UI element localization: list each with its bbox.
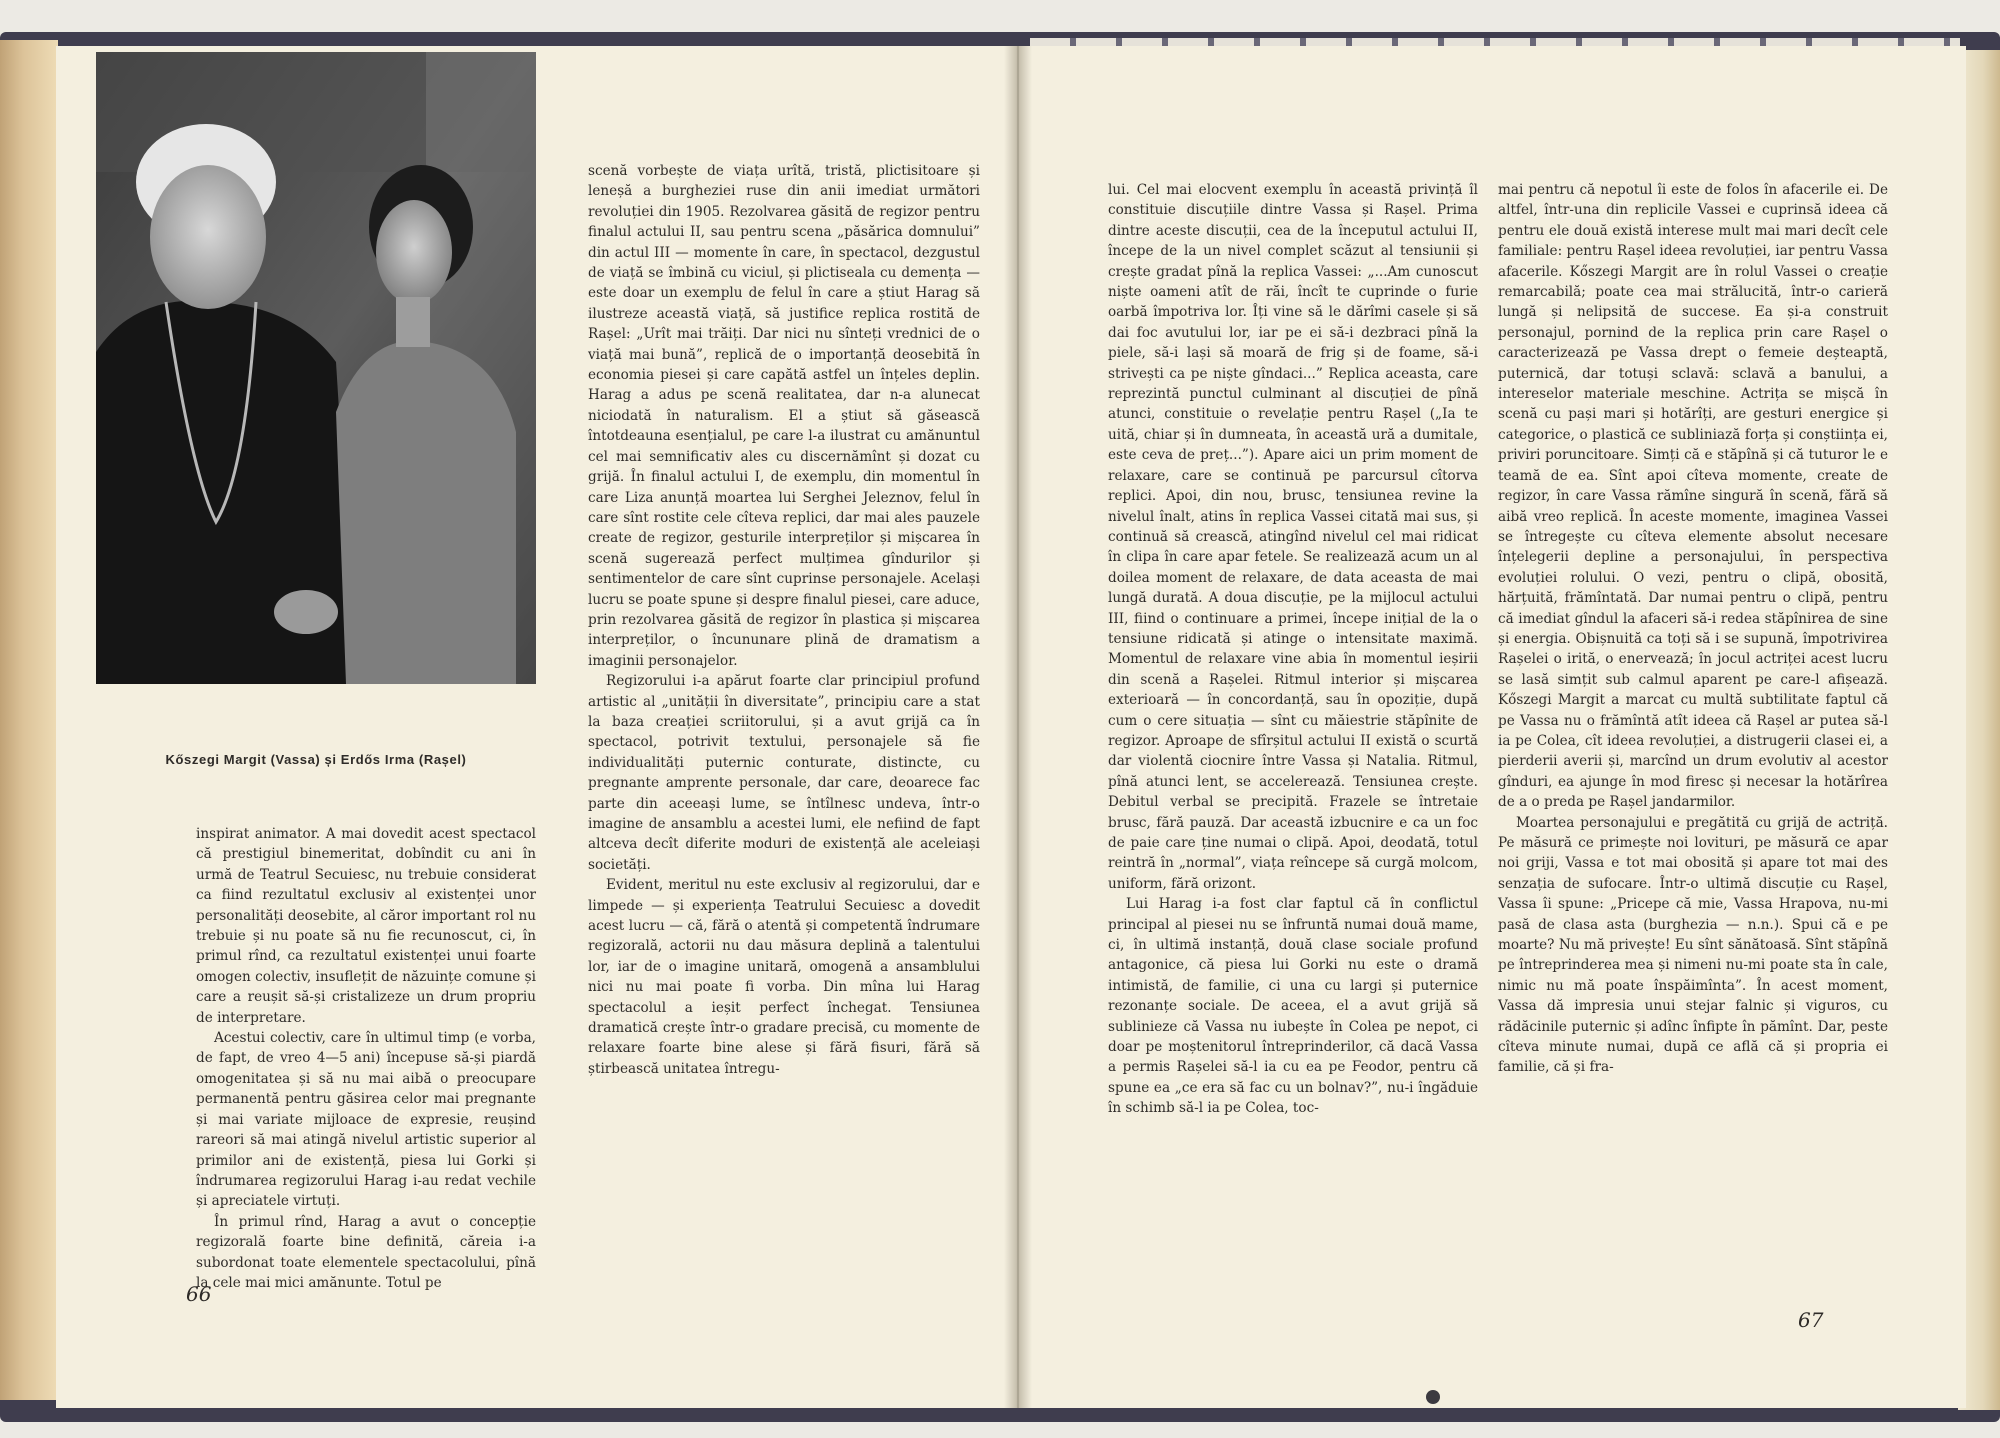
page-number-right: 67: [1798, 1308, 1824, 1332]
right-column-1: [1108, 180, 1478, 1119]
binding-dot: [1426, 1390, 1440, 1404]
paragraph: scenă vorbește de viața urîtă, tristă, plictisitoare și leneșă a burgheziei ruse din anii imediat următori revoluției din 1905. Rezolvarea găsită de regizor pentru finalul actului II, sau pentru scena „păsărica domnului” din actul III — momente în care, în spectacol, dezgustul de viață se îmbină cu viciul, și plictiseala cu demența — este doar un exemplu de felul în care a știut Harag să ilustreze această viață, să justifice replica rostită de Rașel: „Urît mai trăiți. Dar nici nu sînteți vrednici de o viață mai bună”, replică de o importanță deosebită în economia piesei și care capătă astfel un înțeles deplin. Harag a adus pe scenă realitatea, dar n-a alunecat niciodată în naturalism. El a știut să găsească întotdeauna esențialul, pe care l-a ilustrat cu amănuntul cel mai semnificativ ales cu discernămînt și dozat cu grijă. În finalul actului I, de exemplu, din momentul în care Liza anunță moartea lui Serghei Jeleznov, felul în care sînt rostite cele cîteva replici, dar mai ales pauzele create de regizor, gesturile interpreților și mișcarea în scenă sugerează perfect mulțimea gîndurilor și sentimentelor de care sînt cuprinse personajele. Același lucru se poate spune și despre finalul piesei, care aduce, prin rezolvarea găsită de regizor în plastica și mișcarea interpreților, o încununare plină de dramatism a imaginii personajelor.: [588, 163, 980, 669]
paragraph: mai pentru că nepotul îi este de folos în afacerile ei. De altfel, într-una din replicile Vassei e cuprinsă ideea că pentru ele două există interese mult mai mari decît cele familiale: pentru Rașel ideea revoluției, iar pentru Vassa afacerile. Kőszegi Margit are în rolul Vassei o creație remarcabilă; poate cea mai strălucită, într-o carieră lungă și nelipsită de succese. Ea și-a construit personajul, pornind de la replica prin care Rașel o caracterizează pe Vassa drept o femeie deșteaptă, puternică, dar totuși sclavă: sclavă a banului, a intereselor materiale meschine. Actrița se mișcă în scenă cu pași mari și hotărîți, are gesturi energice și categorice, o plastică ce subliniază forța și conștiința ei, priviri poruncitoare. Simți că e stăpînă și că tuturor le e teamă de ea. Sînt apoi cîteva momente, create de regizor, în care Vassa rămîne singură în scenă, fără să aibă vreo replică. În aceste momente, imaginea Vassei se întregește cu cîteva elemente absolut necesare înțelegerii depline a personajului, în perspectiva evoluției rolului. O vezi, pentru o clipă, obosită, hărțuită, frămîntată. Dar numai pentru o clipă, pentru că imediat gîndul la afaceri să-i redea stăpînirea de sine și energia. Obișnuită ca toți să i se supună, împotrivirea Rașelei o irită, o enervează; în jocul actriței acest lucru se lasă simțit sub calmul aparent pe care-l afișează. Kőszegi Margit a marcat cu multă subtilitate faptul că pe Vassa nu o frămîntă atît ideea că Rașel ar putea să-l ia pe Colea, cît ideea revoluției, a distrugerii clasei ei, a pierderii averii și, marcînd un drum evolutiv al acestor gînduri, ea ajunge în mod firesc și necesar la hotărîrea de a o preda pe Rașel jandarmilor.: [1498, 182, 1888, 811]
photo-image: [96, 52, 536, 684]
paragraph: Evident, meritul nu este exclusiv al regizorului, dar e limpede — și experiența Teatrului Secuiesc a dovedit acest lucru — că, fără o atentă și competentă îndrumare regizorală, actorii nu dau măsura deplină a talentului lor, iar de o imagine unitară, omogenă a ansamblului nici nu mai poate fi vorba. Din mîna lui Harag spectacolul a ieșit perfect închegat. Tensiunea dramatică crește într-o gradare precisă, cu momente de relaxare foarte bine alese și fără fisuri, fără să știrbească unitatea întregu-: [588, 877, 980, 1077]
paragraph: Acestui colectiv, care în ultimul timp (e vorba, de fapt, de vreo 4—5 ani) începuse să-și piardă omogenitatea și să nu mai aibă o preocupare permanentă pentru găsirea celor mai pregnante și mai variate mijloace de expresie, reușind rareori să mai atingă nivelul artistic superior al primilor ani de existență, piesa lui Gorki și îndrumarea regizorului Harag i-au redat vechile și apreciatele virtuți.: [196, 1030, 536, 1210]
page-number-left: 66: [186, 1282, 212, 1306]
paragraph: În primul rînd, Harag a avut o concepție regizorală foarte bine definită, căreia i-a subordonat toate elementele spectacolului, pînă la cele mai mici amănunte. Totul pe: [196, 1213, 536, 1291]
left-column-2: [588, 161, 980, 1079]
paragraph: inspirat animator. A mai dovedit acest spectacol că prestigiul binemeritat, dobîndit cu ani în urmă de Teatrul Secuiesc, nu trebuie considerat ca fiind rezultatul exclusiv al existenței unor personalități deosebite, al căror important rol nu trebuie și nu poate să nu fie recunoscut, ci, în primul rînd, ca rezultatul existenței unui foarte omogen colectiv, insuflețit de năzuințe comune și care a reușit să-și cristalizeze un drum propriu de interpretare.: [196, 826, 536, 1026]
right-page: [1018, 46, 1966, 1408]
photo-caption: Kőszegi Margit (Vassa) și Erdős Irma (Rașel): [165, 752, 467, 767]
paragraph: Regizorului i-a apărut foarte clar principiul profund artistic al „unității în diversitate”, principiu care a stat la baza creației scriitorului, și a avut grijă ca în spectacol, potrivit textului, personajele să fie individualități puternic conturate, distincte, cu pregnante amprente personale, dar care, deoarece fac parte din aceeași lume, se întîlnesc undeva, într-o imagine de ansamblu a acestei lumi, ele nefiind de fapt altceva decît diferite moduri de existență ale aceleiași societăți.: [588, 673, 980, 873]
left-page-edge: [0, 40, 58, 1400]
theatre-photo: [96, 52, 536, 684]
left-page: [56, 46, 1014, 1408]
book-gutter: [1004, 46, 1032, 1408]
binding-stripe: [1030, 38, 1960, 46]
left-column-1: [196, 824, 536, 1293]
right-column-2: [1498, 180, 1888, 1078]
paragraph: Moartea personajului e pregătită cu grijă de actriță. Pe măsură ce primește noi lovituri, pe măsură ce apar noi griji, Vassa e tot mai obosită și apare tot mai des senzația de sufocare. Într-o ultimă discuție cu Rașel, Vassa îi spune: „Pricepe că mie, Vassa Hrapova, nu-mi pasă de clasa asta (burghezia — n.n.). Spui că e pe moarte? Nu mă privește! Eu sînt sănătoasă. Sînt stăpînă pe întreprinderea mea și nimeni nu-mi poate sta în cale, nimic nu mă poate înspăimînta”. În acest moment, Vassa dă impresia unui stejar falnic și viguros, cu rădăcinile puternic și adînc înfipte în pămînt. Dar, peste cîteva minute numai, după ce află că și propria ei familie, că și fra-: [1498, 814, 1888, 1076]
paragraph: lui. Cel mai elocvent exemplu în această privință îl constituie discuțiile dintre Vassa și Rașel. Prima dintre aceste discuții, cea de la începutul actului II, începe de la un nivel complet scăzut al tensiunii și crește gradat pînă la replica Vassei: „...Am cunoscut niște oameni atît de răi, încît te cuprinde o furie oarbă împotriva lor. Îți vine să le dărîmi casele și să dai foc avutului lor, iar pe ei să-i dezbraci pînă la piele, să-i lași să moară de frig și de foame, să-i strivești ca pe niște gîndaci...” Replica aceasta, care reprezintă punctul culminant al discuției de pînă atunci, constituie o revelație pentru Rașel („Ia te uită, chiar și în dumneata, în această ură a dumitale, este ceva de preț...”). Apare aici un prim moment de relaxare, care se continuă pe parcursul cîtorva replici. Apoi, din nou, brusc, tensiunea revine la nivelul înalt, atins în replica Vassei citată mai sus, și continuă să crească, atingînd nivelul cel mai ridicat în clipa în care apar fetele. Se realizează acum un al doilea moment de relaxare, de data aceasta de mai lungă durată. A doua discuție, pe la mijlocul actului III, fiind o continuare a primei, începe inițial de la o tensiune ridicată și atinge o intensitate maximă. Momentul de relaxare vine abia în momentul ieșirii din scenă a Rașelei. Ritmul interior și mișcarea exterioară — în concordanță, sau în opoziție, după cum o cere situația — sînt cu măiestrie stăpînite de regizor. Aproape de sfîrșitul actului II există o scurtă dar violentă ciocnire între Vassa și Natalia. Ritmul, pînă atunci lent, se accelerează. Tensiunea crește. Debitul verbal se precipită. Frazele se întretaie brusc, fără pauză. Dar această izbucnire e ca un foc de paie care ține numai o clipă. Apoi, deodată, totul reintră în „normal”, viața reîncepe să curgă molcom, uniform, fără orizont.: [1108, 182, 1478, 892]
paragraph: Lui Harag i-a fost clar faptul că în conflictul principal al piesei nu se înfruntă numai două mame, ci, în ultimă instanță, două clase sociale profund antagonice, că piesa lui Gorki nu este o dramă intimistă, de familie, ci una cu largi și puternice rezonanțe sociale. De aceea, el a avut grijă să sublinieze că Vassa nu iubește în Colea pe nepot, ci doar pe moștenitorul întreprinderilor, că dacă Vassa a permis Rașelei să-l ia cu ea pe Feodor, pentru că spune ea „ce era să fac cu un bolnav?”, nu-i îngăduie în schimb să-l ia pe Colea, toc-: [1108, 896, 1478, 1117]
